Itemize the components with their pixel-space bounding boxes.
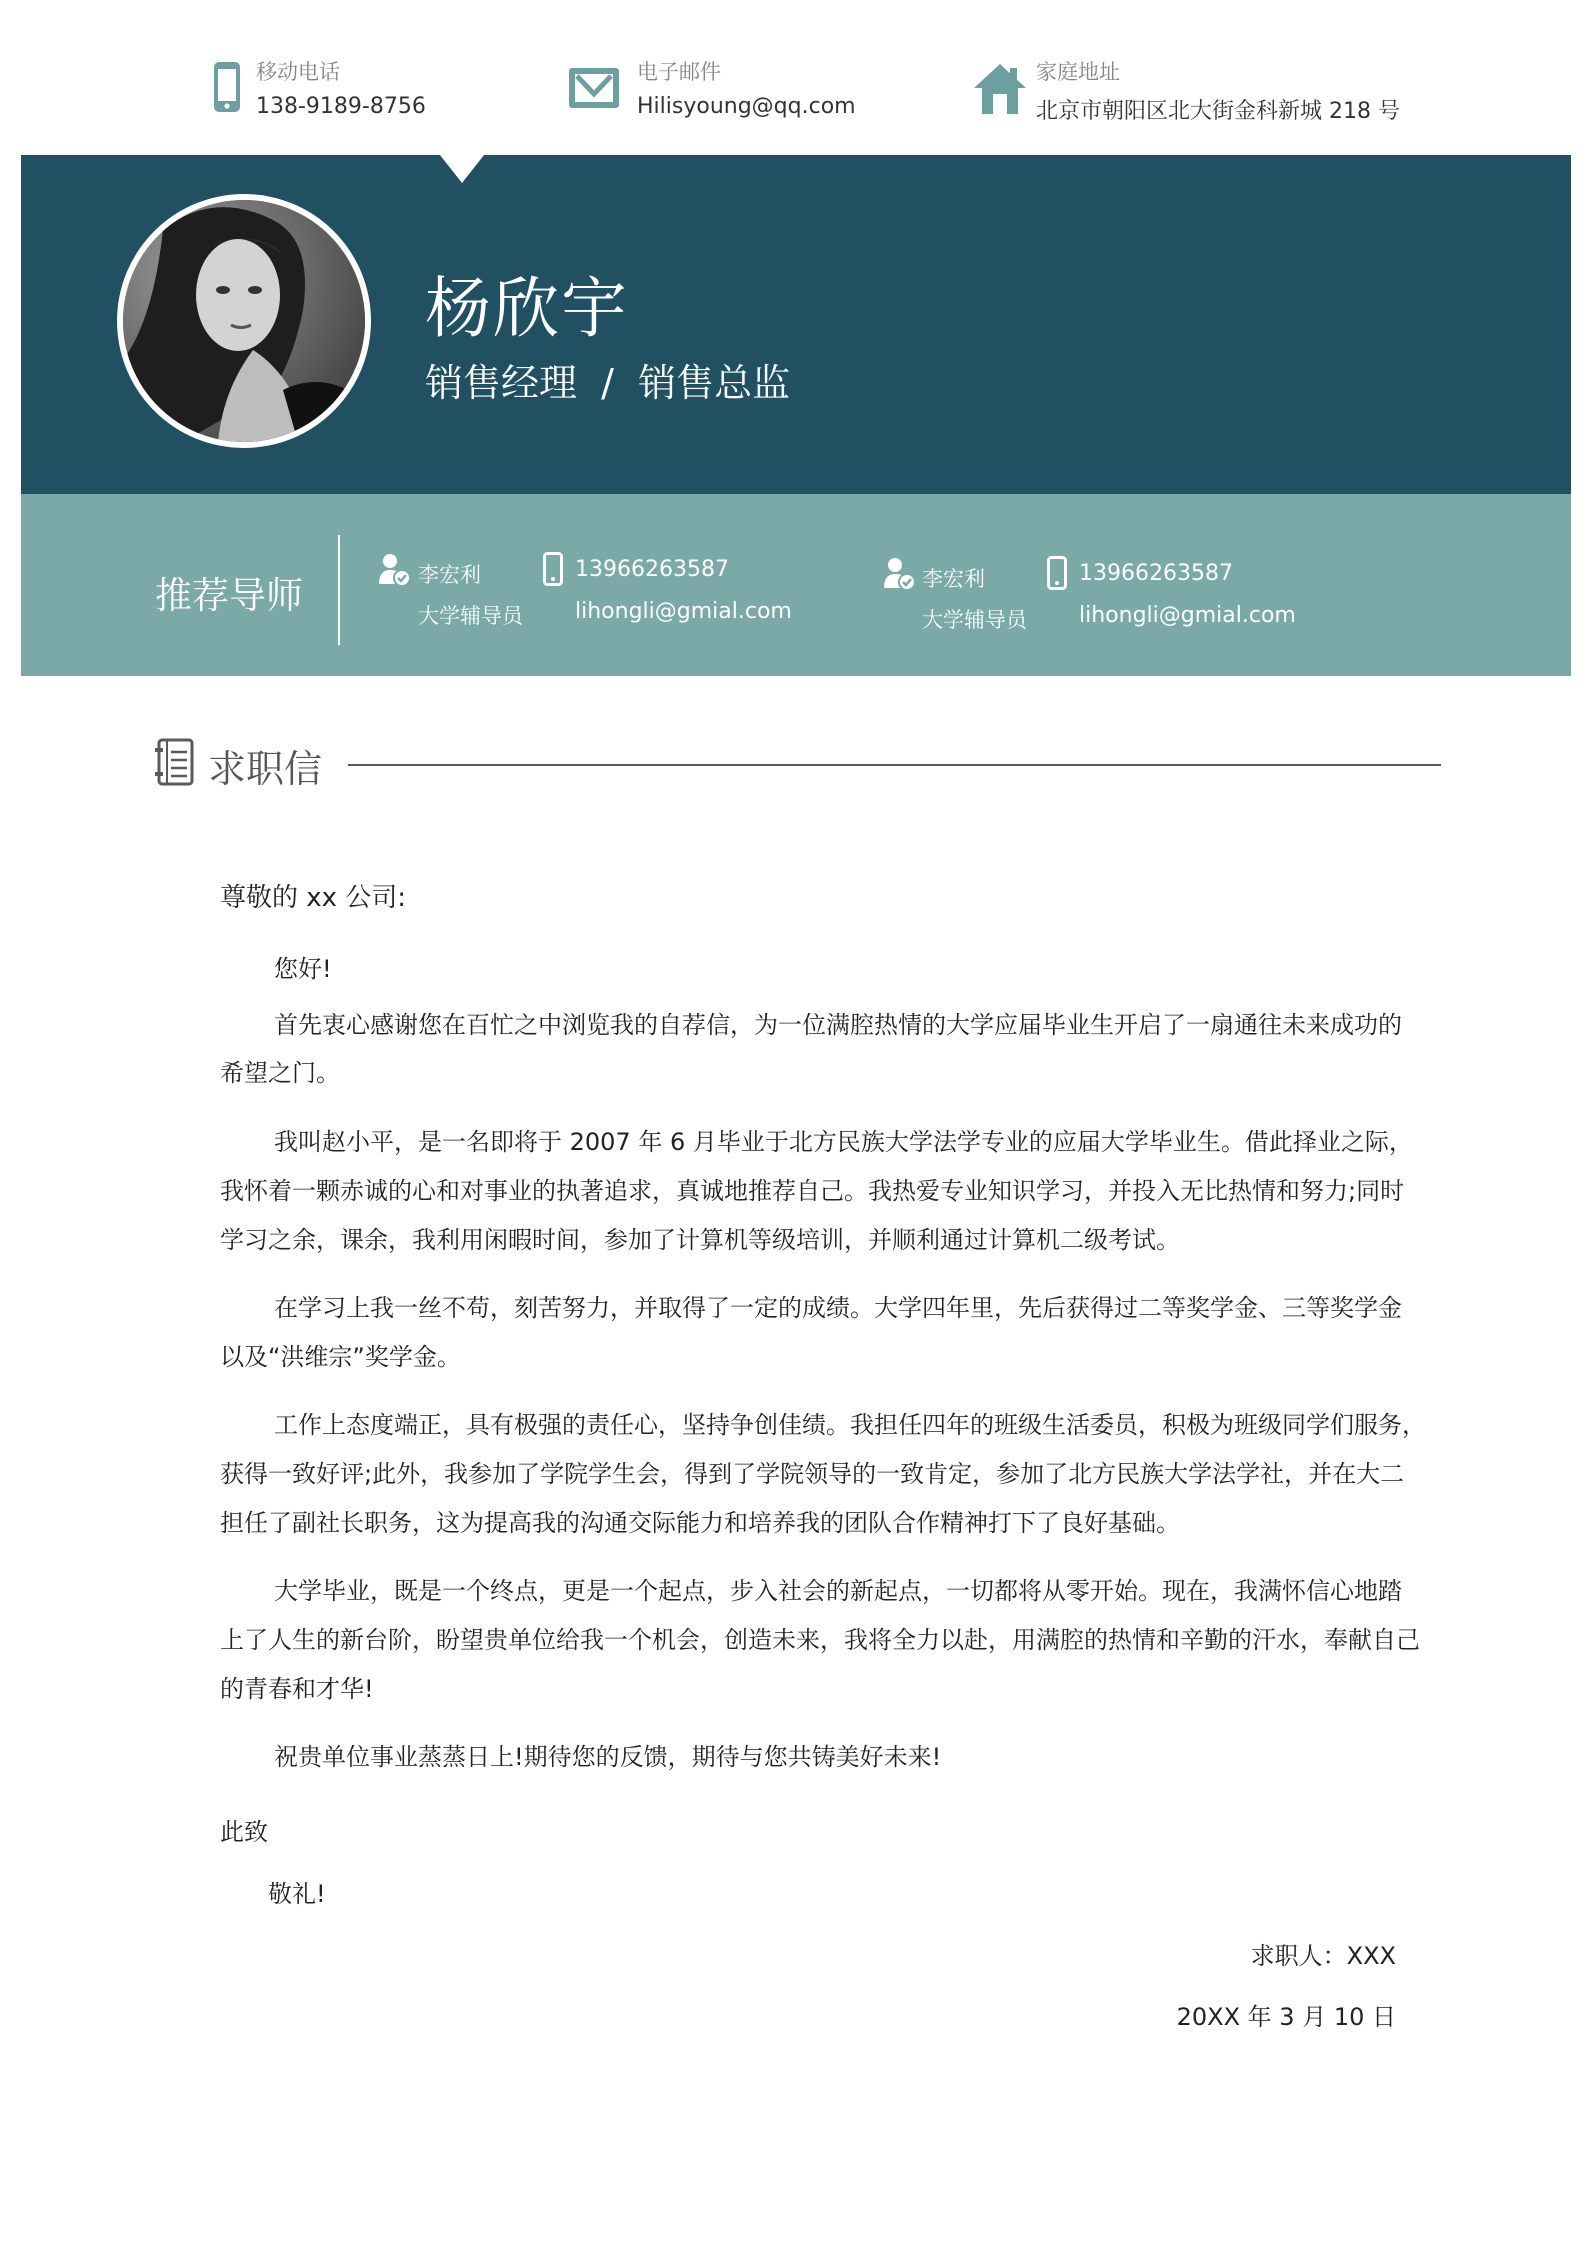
address-value: 北京市朝阳区北大街金科新城 218 号	[1036, 99, 1400, 124]
home-icon	[972, 62, 1028, 118]
letter-p2-line1: 我叫赵小平，是一名即将于 2007 年 6 月毕业于北方民族大学法学专业的应届大学毕业生。借此择业之际，	[274, 1128, 1413, 1156]
mobile-phone-icon	[212, 60, 242, 114]
letter-date: 20XX 年 3 月 10 日	[1176, 2003, 1396, 2031]
letter-p3-line2: 以及“洪维宗”奖学金。	[220, 1343, 461, 1371]
mail-icon	[567, 66, 623, 116]
referee-1-phone: 13966263587	[575, 557, 729, 582]
phone-label: 移动电话	[256, 60, 340, 84]
referee-divider	[338, 535, 340, 645]
phone-value: 138-9189-8756	[256, 94, 426, 119]
referee-2-email[interactable]: lihongli@gmial.com	[1079, 603, 1296, 628]
referee-2-role: 大学辅导员	[922, 608, 1027, 632]
email-value[interactable]: Hilisyoung@qq.com	[637, 94, 856, 119]
letter-p4-line1: 工作上态度端正，具有极强的责任心，坚持争创佳绩。我担任四年的班级生活委员，积极为班级同学们服务，	[274, 1411, 1426, 1439]
letter-p2-line2: 我怀着一颗赤诚的心和对事业的执著追求，真诚地推荐自己。我热爱专业知识学习，并投入无比热情和努力;同时	[220, 1177, 1405, 1205]
referee-heading: 推荐导师	[155, 574, 303, 617]
letter-closing-2: 敬礼!	[268, 1880, 326, 1908]
avatar	[117, 194, 371, 448]
letter-signature: 求职人：XXX	[1250, 1942, 1396, 1970]
mobile-phone-icon	[1047, 556, 1067, 590]
letter-p5-line1: 大学毕业，既是一个终点，更是一个起点，步入社会的新起点，一切都将从零开始。现在，我满怀信心地踏	[274, 1577, 1402, 1605]
letter-p4-line2: 获得一致好评;此外，我参加了学院学生会，得到了学院领导的一致肯定，参加了北方民族大学法学社，并在大二	[220, 1460, 1405, 1488]
portrait-photo	[123, 200, 365, 442]
candidate-title: 销售经理 / 销售总监	[425, 361, 791, 405]
letter-p5-line3: 的青春和才华!	[220, 1675, 374, 1703]
header-notch	[440, 155, 484, 183]
section-divider	[348, 764, 1441, 766]
person-verified-icon	[883, 556, 917, 592]
referee-1-name: 李宏利	[418, 563, 481, 587]
letter-p3-line1: 在学习上我一丝不苟，刻苦努力，并取得了一定的成绩。大学四年里，先后获得过二等奖学金、三等奖学金	[274, 1294, 1402, 1322]
candidate-name: 杨欣宇	[425, 270, 629, 347]
letter-greeting: 您好!	[274, 955, 332, 983]
referee-1-role: 大学辅导员	[418, 604, 523, 628]
letter-p6: 祝贵单位事业蒸蒸日上!期待您的反馈，期待与您共铸美好未来!	[274, 1743, 942, 1771]
mobile-phone-icon	[543, 552, 563, 586]
section-title: 求职信	[208, 747, 323, 791]
referee-1-email[interactable]: lihongli@gmial.com	[575, 599, 792, 624]
person-verified-icon	[378, 552, 412, 588]
letter-p1-line1: 首先衷心感谢您在百忙之中浏览我的自荐信，为一位满腔热情的大学应届毕业生开启了一扇通往未来成功的	[274, 1011, 1402, 1039]
address-label: 家庭地址	[1036, 60, 1120, 84]
letter-p2-line3: 学习之余，课余，我利用闲暇时间，参加了计算机等级培训，并顺利通过计算机二级考试。	[220, 1226, 1180, 1254]
letter-p5-line2: 上了人生的新台阶，盼望贵单位给我一个机会，创造未来，我将全力以赴，用满腔的热情和辛勤的汗水，奉献自己	[220, 1626, 1420, 1654]
letter-closing-1: 此致	[220, 1818, 268, 1846]
referee-2-phone: 13966263587	[1079, 561, 1233, 586]
letter-p1-line2: 希望之门。	[220, 1059, 340, 1087]
notebook-icon	[155, 738, 195, 786]
email-label: 电子邮件	[637, 60, 721, 84]
letter-salutation: 尊敬的 xx 公司:	[220, 883, 407, 913]
referee-2-name: 李宏利	[922, 567, 985, 591]
letter-p4-line3: 担任了副社长职务，这为提高我的沟通交际能力和培养我的团队合作精神打下了良好基础。	[220, 1509, 1180, 1537]
